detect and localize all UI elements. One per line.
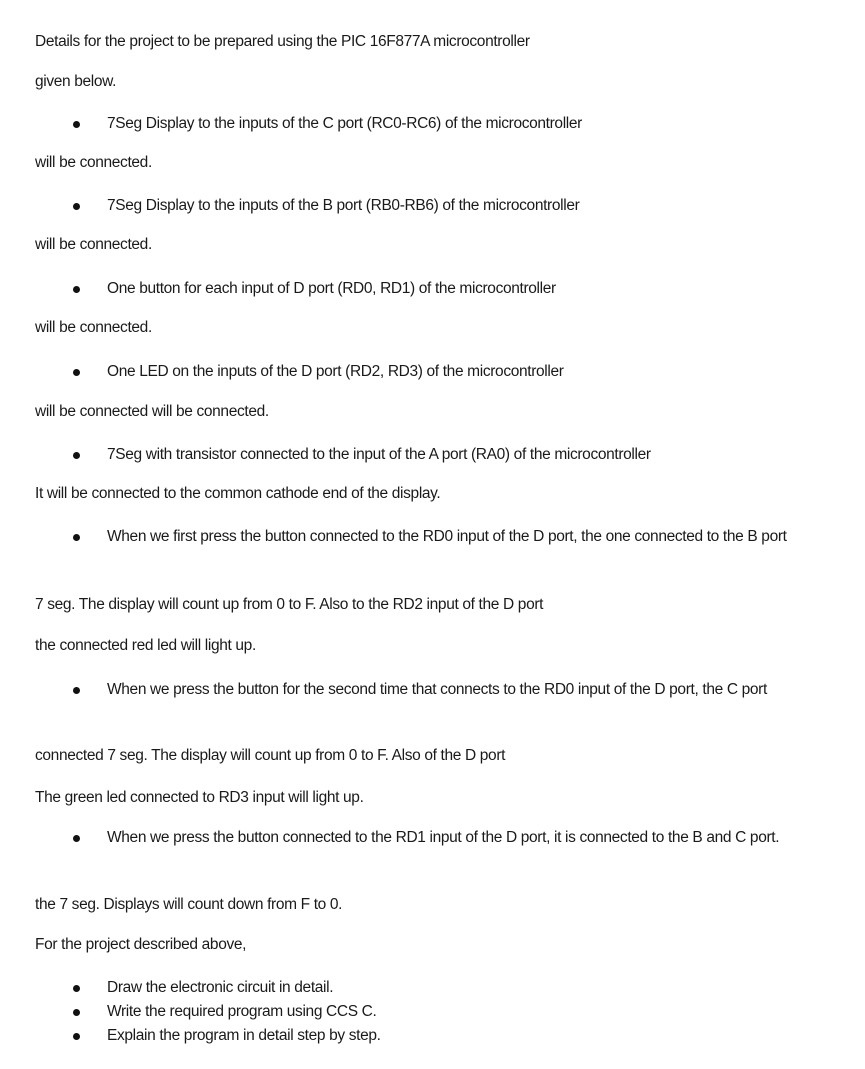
bullet-icon: [73, 534, 80, 541]
paragraph: the connected red led will light up.: [35, 637, 256, 654]
paragraph: the 7 seg. Displays will count down from F to 0.: [35, 896, 343, 913]
bullet-item: One button for each input of D port (RD0, RD1) of the microcontroller: [107, 280, 556, 297]
paragraph: connected 7 seg. The display will count up from 0 to F. Also of the D port: [35, 747, 506, 764]
bullet-item: When we press the button connected to the RD1 input of the D port, it is connected to the B and C port.: [107, 829, 780, 846]
task-item: Draw the electronic circuit in detail.: [107, 979, 334, 996]
bullet-icon: [73, 835, 80, 842]
bullet-icon: [73, 452, 80, 459]
paragraph: It will be connected to the common cathode end of the display.: [35, 485, 441, 502]
bullet-item: One LED on the inputs of the D port (RD2, RD3) of the microcontroller: [107, 363, 564, 380]
bullet-icon: [73, 369, 80, 376]
bullet-item: When we first press the button connected to the RD0 input of the D port, the one connected to the B port: [107, 528, 787, 545]
task-item: Write the required program using CCS C.: [107, 1003, 377, 1020]
bullet-icon: [73, 286, 80, 293]
closing-line: For the project described above,: [35, 936, 247, 953]
bullet-item: 7Seg Display to the inputs of the B port (RB0-RB6) of the microcontroller: [107, 197, 580, 214]
task-item: Explain the program in detail step by step.: [107, 1027, 381, 1044]
paragraph: 7 seg. The display will count up from 0 to F. Also to the RD2 input of the D port: [35, 596, 544, 613]
bullet-item: When we press the button for the second time that connects to the RD0 input of the D port, the C port: [107, 681, 767, 698]
paragraph: will be connected.: [35, 319, 152, 336]
bullet-icon: [73, 687, 80, 694]
paragraph: The green led connected to RD3 input will light up.: [35, 789, 364, 806]
paragraph: will be connected.: [35, 236, 152, 253]
bullet-item: 7Seg with transistor connected to the input of the A port (RA0) of the microcontroller: [107, 446, 651, 463]
paragraph: will be connected.: [35, 154, 152, 171]
bullet-icon: [73, 985, 80, 992]
intro-line: Details for the project to be prepared using the PIC 16F877A microcontroller: [35, 33, 530, 50]
bullet-icon: [73, 121, 80, 128]
intro-line: given below.: [35, 73, 117, 90]
bullet-icon: [73, 1033, 80, 1040]
paragraph: will be connected will be connected.: [35, 403, 269, 420]
bullet-icon: [73, 1009, 80, 1016]
bullet-item: 7Seg Display to the inputs of the C port (RC0-RC6) of the microcontroller: [107, 115, 582, 132]
bullet-icon: [73, 203, 80, 210]
